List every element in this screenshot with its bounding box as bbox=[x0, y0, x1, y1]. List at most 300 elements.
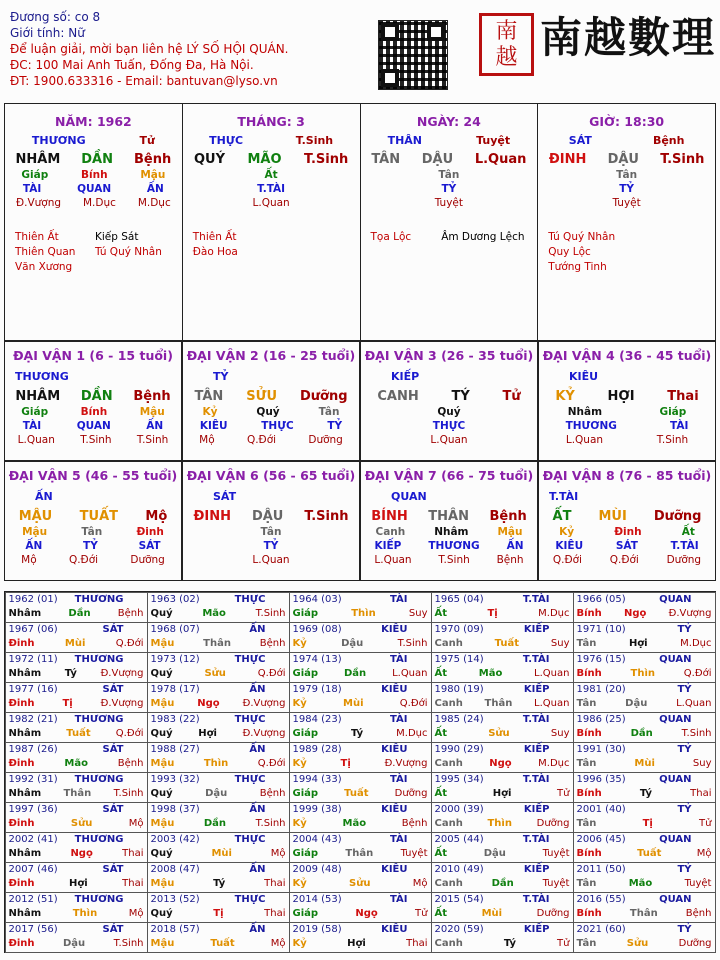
hidden-stems-row bbox=[361, 405, 537, 419]
annual-cell bbox=[573, 772, 716, 803]
annual-bottom bbox=[9, 727, 144, 741]
branch: Ngọ bbox=[623, 607, 647, 619]
hidden-stems-row bbox=[361, 182, 538, 196]
hidden-item: Bính bbox=[81, 169, 108, 181]
annual-cell bbox=[5, 712, 148, 743]
hidden-item: Giáp bbox=[21, 169, 49, 181]
branch: Dậu bbox=[62, 937, 86, 949]
hidden-item: T.Sinh bbox=[80, 434, 112, 446]
hidden-item: M.Dục bbox=[137, 197, 171, 209]
ten-god: THƯƠNG bbox=[74, 773, 124, 785]
annual-cell bbox=[5, 892, 148, 923]
hidden-item: Đ.Vượng bbox=[15, 197, 62, 209]
stem: Ất bbox=[434, 907, 448, 919]
ten-god: SÁT bbox=[102, 923, 124, 935]
annual-bottom bbox=[435, 757, 570, 771]
ten-god: KIÊU bbox=[381, 683, 408, 695]
annual-top bbox=[577, 653, 712, 667]
stem: Ất bbox=[434, 847, 448, 859]
hidden-item: Mộ bbox=[21, 554, 37, 566]
hidden-stems-row bbox=[5, 405, 181, 419]
hidden-item: Bính bbox=[80, 406, 108, 418]
branch: Thân bbox=[63, 787, 92, 799]
stage-label: Tử bbox=[139, 134, 155, 147]
ten-god: ẤN bbox=[249, 863, 266, 875]
life-stage: Tuyệt bbox=[400, 847, 428, 859]
life-stage: T.Sinh bbox=[304, 509, 349, 524]
year-age: 2021 (60) bbox=[576, 923, 626, 935]
year-age: 1988 (27) bbox=[150, 743, 200, 755]
life-stage: Tuyệt bbox=[542, 847, 570, 859]
branch: Dần bbox=[203, 817, 227, 829]
ten-god: T.TÀI bbox=[522, 773, 550, 785]
annual-cell bbox=[147, 772, 290, 803]
year-age: 1965 (04) bbox=[434, 593, 484, 605]
life-stage: L.Quan bbox=[392, 667, 428, 679]
pillar-title: NĂM: 1962 bbox=[55, 114, 132, 129]
life-stage: M.Dục bbox=[396, 727, 428, 739]
annual-bottom bbox=[9, 667, 144, 681]
heavenly-stem: MẬU bbox=[18, 509, 53, 524]
star-notes bbox=[371, 230, 531, 245]
annual-cell bbox=[573, 892, 716, 923]
heavenly-stem: TÂN bbox=[371, 152, 401, 167]
ten-god: SÁT bbox=[102, 743, 124, 755]
life-stage: Bệnh bbox=[117, 607, 144, 619]
hidden-stems-row bbox=[5, 553, 181, 567]
life-stage: Đ.Vượng bbox=[242, 697, 286, 709]
hidden-stems-row bbox=[183, 539, 359, 553]
hidden-stems-row bbox=[361, 196, 538, 210]
year-age: 1966 (05) bbox=[576, 593, 626, 605]
annual-bottom bbox=[9, 757, 144, 771]
ten-god: THƯƠNG bbox=[74, 893, 124, 905]
hidden-item: TÀI bbox=[22, 183, 42, 195]
ten-god: TÀI bbox=[389, 773, 408, 785]
annual-cell bbox=[147, 652, 290, 683]
dai-van-title: ĐẠI VẬN 3 (26 - 35 tuổi) bbox=[364, 348, 534, 363]
life-stage: Tử bbox=[699, 817, 712, 829]
branch: Tuất bbox=[494, 637, 520, 649]
hidden-item: ẤN bbox=[146, 420, 164, 432]
branch: Mùi bbox=[211, 847, 232, 859]
annual-bottom bbox=[9, 907, 144, 921]
dai-van-pillar bbox=[539, 508, 715, 525]
ten-god: THỰC bbox=[234, 593, 266, 605]
annual-top bbox=[151, 713, 286, 727]
annual-bottom bbox=[577, 727, 712, 741]
annual-cell bbox=[431, 922, 574, 953]
hidden-item: TÀI bbox=[670, 420, 689, 432]
annual-bottom bbox=[577, 937, 712, 951]
hidden-item: T.TÀI bbox=[257, 183, 286, 195]
life-stage: Suy bbox=[550, 637, 570, 649]
pillar-title: THÁNG: 3 bbox=[237, 114, 305, 129]
year-age: 2003 (42) bbox=[150, 833, 200, 845]
branch: Tý bbox=[213, 877, 226, 889]
year-age: 2002 (41) bbox=[8, 833, 58, 845]
hidden-item: T.Sinh bbox=[656, 434, 689, 446]
annual-top bbox=[293, 713, 428, 727]
stem: Quý bbox=[150, 607, 173, 619]
annual-top bbox=[9, 893, 144, 907]
star-note: Quy Lộc bbox=[548, 246, 591, 258]
hidden-item: Giáp bbox=[21, 406, 49, 418]
life-stage: Thai bbox=[122, 847, 144, 859]
annual-top bbox=[293, 923, 428, 937]
annual-bottom bbox=[151, 877, 286, 891]
heavenly-stem: ĐINH bbox=[193, 509, 231, 524]
life-stage: Suy bbox=[692, 757, 712, 769]
hidden-stems-row bbox=[183, 419, 359, 433]
ten-god: KIẾP bbox=[523, 863, 550, 875]
life-stage: T.Sinh bbox=[660, 152, 705, 167]
annual-top bbox=[151, 653, 286, 667]
annual-top bbox=[435, 863, 570, 877]
annual-cell bbox=[147, 802, 290, 833]
ten-god: KIÊU bbox=[381, 743, 408, 755]
annual-bottom bbox=[9, 847, 144, 861]
ten-god: TÀI bbox=[389, 653, 408, 665]
annual-bottom bbox=[9, 817, 144, 831]
annual-cell bbox=[289, 922, 432, 953]
life-stage: Dưỡng bbox=[678, 937, 712, 949]
annual-bottom bbox=[9, 697, 144, 711]
annual-top bbox=[577, 893, 712, 907]
annual-bottom bbox=[151, 667, 286, 681]
annual-cell bbox=[573, 742, 716, 773]
year-age: 1995 (34) bbox=[434, 773, 484, 785]
hidden-stems-row bbox=[361, 433, 537, 447]
annual-cell bbox=[289, 862, 432, 893]
stem: Canh bbox=[434, 697, 463, 709]
hidden-item: Canh bbox=[375, 526, 406, 538]
annual-cell bbox=[5, 862, 148, 893]
ten-god: T.TÀI bbox=[522, 893, 550, 905]
annual-top bbox=[577, 833, 712, 847]
branch: Tý bbox=[64, 667, 77, 679]
ten-god: T.TÀI bbox=[522, 833, 550, 845]
annual-bottom bbox=[9, 937, 144, 951]
earthly-branch: MÙI bbox=[598, 509, 627, 524]
pillar-column bbox=[538, 104, 715, 340]
year-age: 2000 (39) bbox=[434, 803, 484, 815]
hidden-stems-row bbox=[538, 168, 715, 182]
earthly-branch: DẦN bbox=[81, 152, 113, 167]
annual-top bbox=[293, 773, 428, 787]
seal-stamp: 南 越 bbox=[479, 13, 534, 76]
star-note: Đào Hoa bbox=[192, 246, 238, 258]
branch: Hợi bbox=[492, 787, 512, 799]
ten-god: KIÊU bbox=[381, 623, 408, 635]
life-stage: Thai bbox=[122, 877, 144, 889]
life-stage: Q.Đới bbox=[257, 757, 286, 769]
life-stage: Q.Đới bbox=[257, 667, 286, 679]
branch: Mão bbox=[64, 757, 88, 769]
ten-god: ẤN bbox=[249, 743, 266, 755]
annual-cell bbox=[289, 682, 432, 713]
annual-bottom bbox=[577, 757, 712, 771]
branch: Tị bbox=[487, 607, 498, 619]
annual-top bbox=[435, 773, 570, 787]
life-stage: Đ.Vượng bbox=[668, 607, 712, 619]
hidden-item: KIẾP bbox=[374, 540, 402, 552]
year-age: 2001 (40) bbox=[576, 803, 626, 815]
year-age: 1968 (07) bbox=[150, 623, 200, 635]
annual-top bbox=[9, 803, 144, 817]
ten-god: THỰC bbox=[209, 134, 244, 147]
annual-top bbox=[435, 623, 570, 637]
ten-god: TÀI bbox=[389, 593, 408, 605]
ten-god: THỰC bbox=[234, 653, 266, 665]
hidden-item: Kỷ bbox=[202, 406, 218, 418]
stem: Quý bbox=[150, 847, 173, 859]
ten-god: THƯƠNG bbox=[74, 653, 124, 665]
branch: Thân bbox=[629, 907, 658, 919]
hidden-item: Dưỡng bbox=[308, 434, 343, 446]
annual-top bbox=[9, 773, 144, 787]
earthly-branch: DẬU bbox=[607, 152, 639, 167]
brand-logo: 南越數理 bbox=[540, 13, 717, 62]
year-age: 1985 (24) bbox=[434, 713, 484, 725]
annual-cell bbox=[147, 682, 290, 713]
annual-top bbox=[151, 923, 286, 937]
branch: Sửu bbox=[488, 727, 510, 739]
stem: Mậu bbox=[150, 877, 175, 889]
dai-van-title: ĐẠI VẬN 6 (56 - 65 tuổi) bbox=[186, 468, 356, 483]
stem: Tân bbox=[576, 937, 597, 949]
gender: Giới tính: Nữ bbox=[10, 26, 85, 40]
annual-top bbox=[293, 653, 428, 667]
stem: Đinh bbox=[8, 697, 35, 709]
year-age: 2011 (50) bbox=[576, 863, 626, 875]
annual-bottom bbox=[577, 817, 712, 831]
annual-bottom bbox=[151, 697, 286, 711]
annual-cell bbox=[431, 622, 574, 653]
hidden-item: TỶ bbox=[327, 420, 343, 432]
life-stage: T.Sinh bbox=[113, 937, 144, 949]
year-age: 2009 (48) bbox=[292, 863, 342, 875]
ten-god: T.TÀI bbox=[549, 490, 579, 503]
year-age: 1980 (19) bbox=[434, 683, 484, 695]
year-age: 1977 (16) bbox=[8, 683, 58, 695]
stem: Đinh bbox=[8, 937, 35, 949]
annual-top bbox=[577, 713, 712, 727]
stem: Tân bbox=[576, 637, 597, 649]
ten-god: QUAN bbox=[659, 833, 692, 845]
ten-god: KIẾP bbox=[523, 743, 550, 755]
ten-god: ẤN bbox=[249, 623, 266, 635]
hidden-stems-row bbox=[539, 419, 715, 433]
heavenly-stem: ĐINH bbox=[548, 152, 587, 167]
annual-top bbox=[151, 833, 286, 847]
branch: Dậu bbox=[341, 637, 364, 649]
annual-bottom bbox=[151, 937, 286, 951]
hidden-item: L.Quan bbox=[374, 554, 412, 566]
stem: Canh bbox=[434, 817, 463, 829]
pillar-stem-branch bbox=[538, 151, 715, 168]
annual-top bbox=[151, 623, 286, 637]
annual-cell bbox=[289, 892, 432, 923]
annual-top bbox=[293, 623, 428, 637]
annual-cell bbox=[289, 742, 432, 773]
hidden-item: Tân bbox=[260, 526, 282, 538]
year-age: 2018 (57) bbox=[150, 923, 200, 935]
dai-van-title: ĐẠI VẬN 8 (76 - 85 tuổi) bbox=[542, 468, 712, 483]
annual-top bbox=[577, 923, 712, 937]
annual-cell bbox=[5, 802, 148, 833]
life-stage: Mộ bbox=[145, 509, 168, 524]
life-stage: M.Dục bbox=[538, 757, 570, 769]
stem: Ất bbox=[434, 607, 448, 619]
life-stage: L.Quan bbox=[676, 697, 712, 709]
annual-bottom bbox=[435, 787, 570, 801]
annual-cell bbox=[289, 622, 432, 653]
stage-label: Bệnh bbox=[652, 134, 685, 147]
annual-bottom bbox=[435, 847, 570, 861]
life-stage: T.Sinh bbox=[255, 607, 286, 619]
stem: Mậu bbox=[150, 937, 175, 949]
branch: Thìn bbox=[487, 817, 512, 829]
hidden-item: ẤN bbox=[25, 540, 43, 552]
annual-top bbox=[151, 743, 286, 757]
annual-bottom bbox=[435, 607, 570, 621]
hidden-stems-row bbox=[539, 433, 715, 447]
life-stage: Tuyệt bbox=[542, 877, 570, 889]
ten-god: KIẾP bbox=[523, 803, 550, 815]
hidden-item: Bệnh bbox=[496, 554, 524, 566]
year-age: 1964 (03) bbox=[292, 593, 342, 605]
branch: Dần bbox=[630, 727, 653, 739]
pillar-title: NGÀY: 24 bbox=[416, 114, 481, 129]
annual-bottom bbox=[151, 907, 286, 921]
annual-bottom bbox=[577, 847, 712, 861]
annual-bottom bbox=[293, 937, 428, 951]
ten-god: TỶ bbox=[677, 743, 692, 755]
annual-cell bbox=[431, 652, 574, 683]
stem: Canh bbox=[434, 937, 463, 949]
hidden-item: Tân bbox=[318, 406, 340, 418]
dai-van-god bbox=[361, 490, 537, 504]
annual-cell bbox=[147, 712, 290, 743]
life-stage: Bệnh bbox=[489, 509, 527, 524]
ten-god: KIÊU bbox=[381, 863, 408, 875]
life-stage: T.Sinh bbox=[113, 787, 144, 799]
stem: Bính bbox=[576, 607, 602, 619]
earthly-branch: DẬU bbox=[421, 152, 454, 167]
branch: Tuất bbox=[66, 727, 91, 739]
stem: Kỷ bbox=[292, 817, 307, 829]
year-age: 1993 (32) bbox=[150, 773, 200, 785]
stem: Nhâm bbox=[8, 667, 42, 679]
ten-god: QUAN bbox=[391, 490, 427, 503]
dai-van-god bbox=[183, 490, 359, 504]
annual-cell bbox=[573, 622, 716, 653]
branch: Dần bbox=[343, 667, 367, 679]
annual-top bbox=[435, 743, 570, 757]
ten-god: TỶ bbox=[677, 623, 692, 635]
stem: Nhâm bbox=[8, 907, 42, 919]
heavenly-stem: QUÝ bbox=[193, 152, 226, 167]
branch: Tị bbox=[340, 757, 351, 769]
branch: Dậu bbox=[483, 847, 506, 859]
annual-top bbox=[577, 863, 712, 877]
heavenly-stem: CANH bbox=[377, 389, 419, 404]
annual-cell bbox=[431, 682, 574, 713]
annual-cell bbox=[573, 922, 716, 953]
year-age: 1979 (18) bbox=[292, 683, 342, 695]
ten-god: KIẾP bbox=[523, 923, 550, 935]
ten-god: QUAN bbox=[659, 653, 692, 665]
annual-top bbox=[435, 893, 570, 907]
annual-top bbox=[151, 773, 286, 787]
branch: Sửu bbox=[349, 877, 371, 889]
branch: Thìn bbox=[351, 607, 376, 619]
life-stage: Mộ bbox=[270, 937, 286, 949]
stem: Canh bbox=[434, 757, 463, 769]
stem: Giáp bbox=[292, 727, 319, 739]
stem: Giáp bbox=[292, 907, 319, 919]
hidden-stems-row bbox=[5, 525, 181, 539]
annual-top bbox=[293, 683, 428, 697]
branch: Dần bbox=[491, 877, 514, 889]
life-stage: Đ.Vượng bbox=[100, 697, 144, 709]
branch: Ngọ bbox=[355, 907, 378, 919]
hidden-item: Dưỡng bbox=[130, 554, 165, 566]
hidden-item: QUAN bbox=[76, 420, 111, 432]
stem: Ất bbox=[434, 667, 448, 679]
hidden-stems-row bbox=[361, 539, 537, 553]
hidden-stems-row bbox=[361, 419, 537, 433]
life-stage: Bệnh bbox=[259, 637, 286, 649]
life-stage: Dưỡng bbox=[299, 389, 348, 404]
annual-cell bbox=[5, 652, 148, 683]
pillar-column bbox=[5, 104, 183, 340]
annual-cell bbox=[147, 622, 290, 653]
earthly-branch: THÂN bbox=[428, 509, 469, 524]
annual-bottom bbox=[435, 877, 570, 891]
hidden-item: ẤN bbox=[506, 540, 524, 552]
annual-top bbox=[435, 833, 570, 847]
branch: Mão bbox=[342, 817, 367, 829]
life-stage: Thai bbox=[264, 877, 286, 889]
life-stage: Bệnh bbox=[133, 389, 171, 404]
year-age: 1967 (06) bbox=[8, 623, 58, 635]
annual-bottom bbox=[9, 607, 144, 621]
annual-top bbox=[151, 863, 286, 877]
dai-van-title: ĐẠI VẬN 7 (66 - 75 tuổi) bbox=[364, 468, 534, 483]
annual-bottom bbox=[151, 637, 286, 651]
annual-bottom bbox=[151, 817, 286, 831]
year-age: 1996 (35) bbox=[576, 773, 626, 785]
annual-cell bbox=[5, 622, 148, 653]
hidden-item: THỰC bbox=[261, 420, 294, 432]
annual-cell bbox=[573, 862, 716, 893]
stem: Tân bbox=[576, 697, 597, 709]
annual-cell bbox=[431, 832, 574, 863]
dai-van-pillar bbox=[5, 508, 181, 525]
annual-top bbox=[9, 863, 144, 877]
year-age: 1962 (01) bbox=[8, 593, 58, 605]
life-stage: Dưỡng bbox=[536, 817, 570, 829]
annual-top bbox=[9, 923, 144, 937]
stem: Kỷ bbox=[292, 757, 307, 769]
star-note: Kiếp Sát bbox=[95, 231, 139, 243]
stem: Đinh bbox=[8, 877, 35, 889]
stem: Quý bbox=[150, 667, 173, 679]
annual-cell bbox=[289, 772, 432, 803]
life-stage: Tử bbox=[502, 389, 521, 404]
